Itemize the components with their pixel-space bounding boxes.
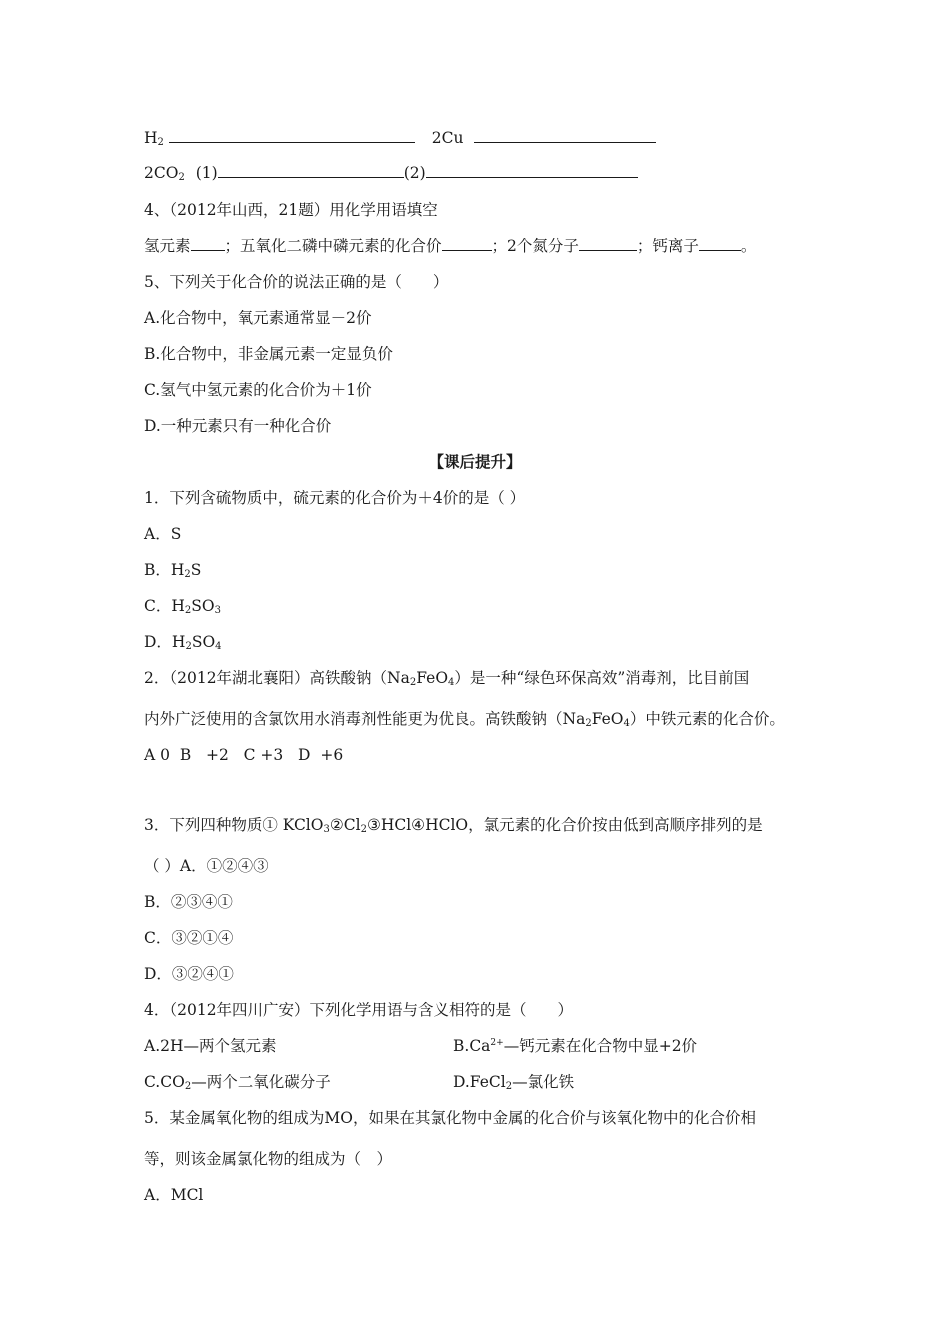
q5-top-option-d: D.一种元素只有一种化合价	[144, 417, 332, 435]
fill-row-co2	[144, 163, 638, 183]
p3-option-b: B．②③④①	[144, 893, 233, 911]
fill-row-h2-cu	[144, 128, 656, 148]
p1-title: 1．下列含硫物质中，硫元素的化合价为＋4价的是（ ）	[144, 489, 526, 507]
blank	[699, 236, 741, 251]
p5-line-1: 5．某金属氧化物的组成为MO，如果在其氯化物中金属的化合价与该氧化物中的化合价相	[144, 1109, 756, 1127]
p2-line-1: 2．（2012年湖北襄阳）高铁酸钠$(Na_2FeO_4)$是一种“绿色环保高效”消毒剂，比目前国	[144, 669, 750, 688]
blank	[579, 236, 637, 251]
p5-line-2: 等，则该金属氯化物的组成为（ ）	[144, 1150, 393, 1168]
p5-option-a: A．MCl	[144, 1186, 204, 1204]
p4-option-d: D.FeCl$_2$—氯化铁	[453, 1073, 575, 1092]
q4-top-fill: 氢元素 ；五氧化二磷中磷元素的化合价 ；2个氮分子 ；钙离子 。	[144, 237, 757, 255]
cu-blank	[474, 128, 656, 143]
co2-part2-label: (2)	[403, 164, 426, 182]
co2-label: $2CO_2$	[144, 164, 185, 183]
q5-top-title: 5、下列关于化合价的说法正确的是（ ）	[144, 273, 449, 291]
co2-part1-label: (1)	[195, 164, 218, 182]
q4-top-title: 4、（2012年山西，21题）用化学用语填空	[144, 201, 438, 219]
p1-option-a: A．S	[144, 525, 182, 543]
co2-blank-1	[218, 163, 404, 178]
h2-label: $H_2$	[144, 129, 164, 148]
p3-line-2: （ ）A．①②④③	[144, 857, 269, 875]
p3-line-1: 3．下列四种物质① $KClO_3②Cl_2③HCl④HClO$，氯元素的化合价按由低到高顺序排列的是	[144, 816, 763, 835]
h2-blank	[169, 128, 415, 143]
p2-line-2: 内外广泛使用的含氯饮用水消毒剂性能更为优良。高铁酸钠$(Na_2FeO_4)$中铁元素的化合价。	[144, 710, 785, 729]
co2-blank-2	[426, 163, 638, 178]
p1-option-b: B．$H_2S$	[144, 561, 202, 580]
p4-option-c: $C.CO_2—$两个二氧化碳分子	[144, 1073, 331, 1092]
p4-option-a: A.2H—两个氢元素	[144, 1037, 277, 1055]
q5-top-option-c: C.氢气中氢元素的化合价为＋1价	[144, 381, 372, 399]
p2-options: A 0 B +2 C +3 D +6	[144, 746, 344, 764]
q5-top-option-b: B.化合物中，非金属元素一定显负价	[144, 345, 393, 363]
q5-top-option-a: A.化合物中，氧元素通常显－2价	[144, 309, 372, 327]
p3-option-c: C．③②①④	[144, 929, 234, 947]
p1-option-d: D．$H_2SO_4$	[144, 633, 222, 652]
p1-option-c: C．$H_2SO_3$	[144, 597, 221, 616]
p4-option-b: $B.Ca^{2+}—$钙元素在化合物中显+2价	[453, 1037, 698, 1055]
blank	[442, 236, 492, 251]
blank	[191, 236, 225, 251]
p3-option-d: D．③②④①	[144, 965, 234, 983]
p4-title: 4．（2012年四川广安）下列化学用语与含义相符的是（ ）	[144, 1001, 574, 1019]
section-heading: 【课后提升】	[428, 452, 522, 471]
cu-label: 2Cu	[431, 129, 464, 147]
